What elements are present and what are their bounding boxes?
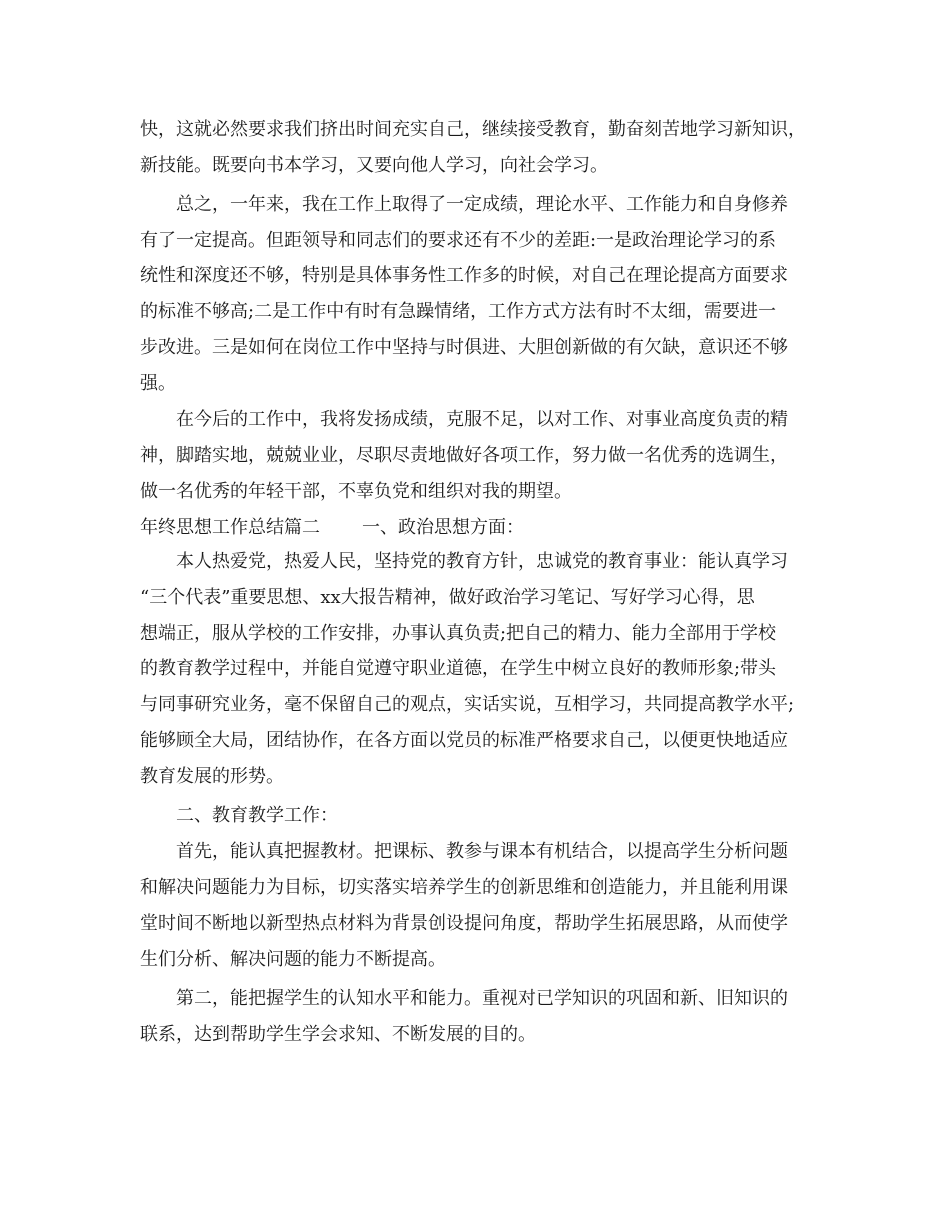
text-line: 教育发展的形势。 <box>140 766 284 787</box>
text-line: 首先，能认真把握教材。把课标、教参与课本有机结合，以提高学生分析问题 <box>176 841 788 862</box>
text-line: 能够顾全大局，团结协作，在各方面以党员的标准严格要求自己，以便更快地适应 <box>140 730 788 751</box>
text-line: 总之，一年来，我在工作上取得了一定成绩，理论水平、工作能力和自身修养 <box>176 194 788 215</box>
text-line: 生们分析、解决问题的能力不断提高。 <box>140 949 446 970</box>
text-line: 第二，能把握学生的认知水平和能力。重视对已学知识的巩固和新、旧知识的 <box>176 988 788 1009</box>
text-line: 做一名优秀的年轻干部，不辜负党和组织对我的期望。 <box>140 481 572 502</box>
text-line: 在今后的工作中，我将发扬成绩，克服不足，以对工作、对事业高度负责的精 <box>176 409 788 430</box>
text-line: 神，脚踏实地，兢兢业业，尽职尽责地做好各项工作，努力做一名优秀的选调生， <box>140 445 788 466</box>
text-line: 的教育教学过程中，并能自觉遵守职业道德，在学生中树立良好的教师形象;带头 <box>140 658 777 679</box>
text-line: 的标准不够高;二是工作中有时有急躁情绪，工作方式方法有时不太细，需要进一 <box>140 301 777 322</box>
text-line: 想端正，服从学校的工作安排，办事认真负责;把自己的精力、能力全部用于学校 <box>140 623 777 644</box>
text-line: 联系，达到帮助学生学会求知、不断发展的目的。 <box>140 1024 536 1045</box>
text-line: 和解决问题能力为目标，切实落实培养学生的创新思维和创造能力，并且能利用课 <box>140 877 788 898</box>
text-line: 与同事研究业务，毫不保留自己的观点，实话实说，互相学习，共同提高教学水平; <box>140 694 795 715</box>
section-heading-line <box>140 516 524 540</box>
text-line: 快，这就必然要求我们挤出时间充实自己，继续接受教育，勤奋刻苦地学习新知识， <box>140 119 806 140</box>
text-line: 新技能。既要向书本学习，又要向他人学习，向社会学习。 <box>140 155 608 176</box>
section-title: 年终思想工作总结篇二 <box>140 517 320 538</box>
text-line: 有了一定提高。但距领导和同志们的要求还有不少的差距:一是政治理论学习的系 <box>140 230 777 251</box>
text-line: 统性和深度还不够，特别是具体事务性工作多的时候，对自己在理论提高方面要求 <box>140 265 788 286</box>
text-line: 强。 <box>140 373 176 394</box>
subsection-title: 一、政治思想方面： <box>362 517 524 538</box>
text-line: 本人热爱党，热爱人民，坚持党的教育方针，忠诚党的教育事业：能认真学习 <box>176 551 788 572</box>
subsection-title: 二、教育教学工作： <box>176 805 338 826</box>
text-line: 堂时间不断地以新型热点材料为背景创设提问角度，帮助学生拓展思路，从而使学 <box>140 913 788 934</box>
text-line: “三个代表”重要思想、xx大报告精神，做好政治学习笔记、写好学习心得，思 <box>140 587 755 608</box>
text-line: 步改进。三是如何在岗位工作中坚持与时俱进、大胆创新做的有欠缺，意识还不够 <box>140 337 788 358</box>
